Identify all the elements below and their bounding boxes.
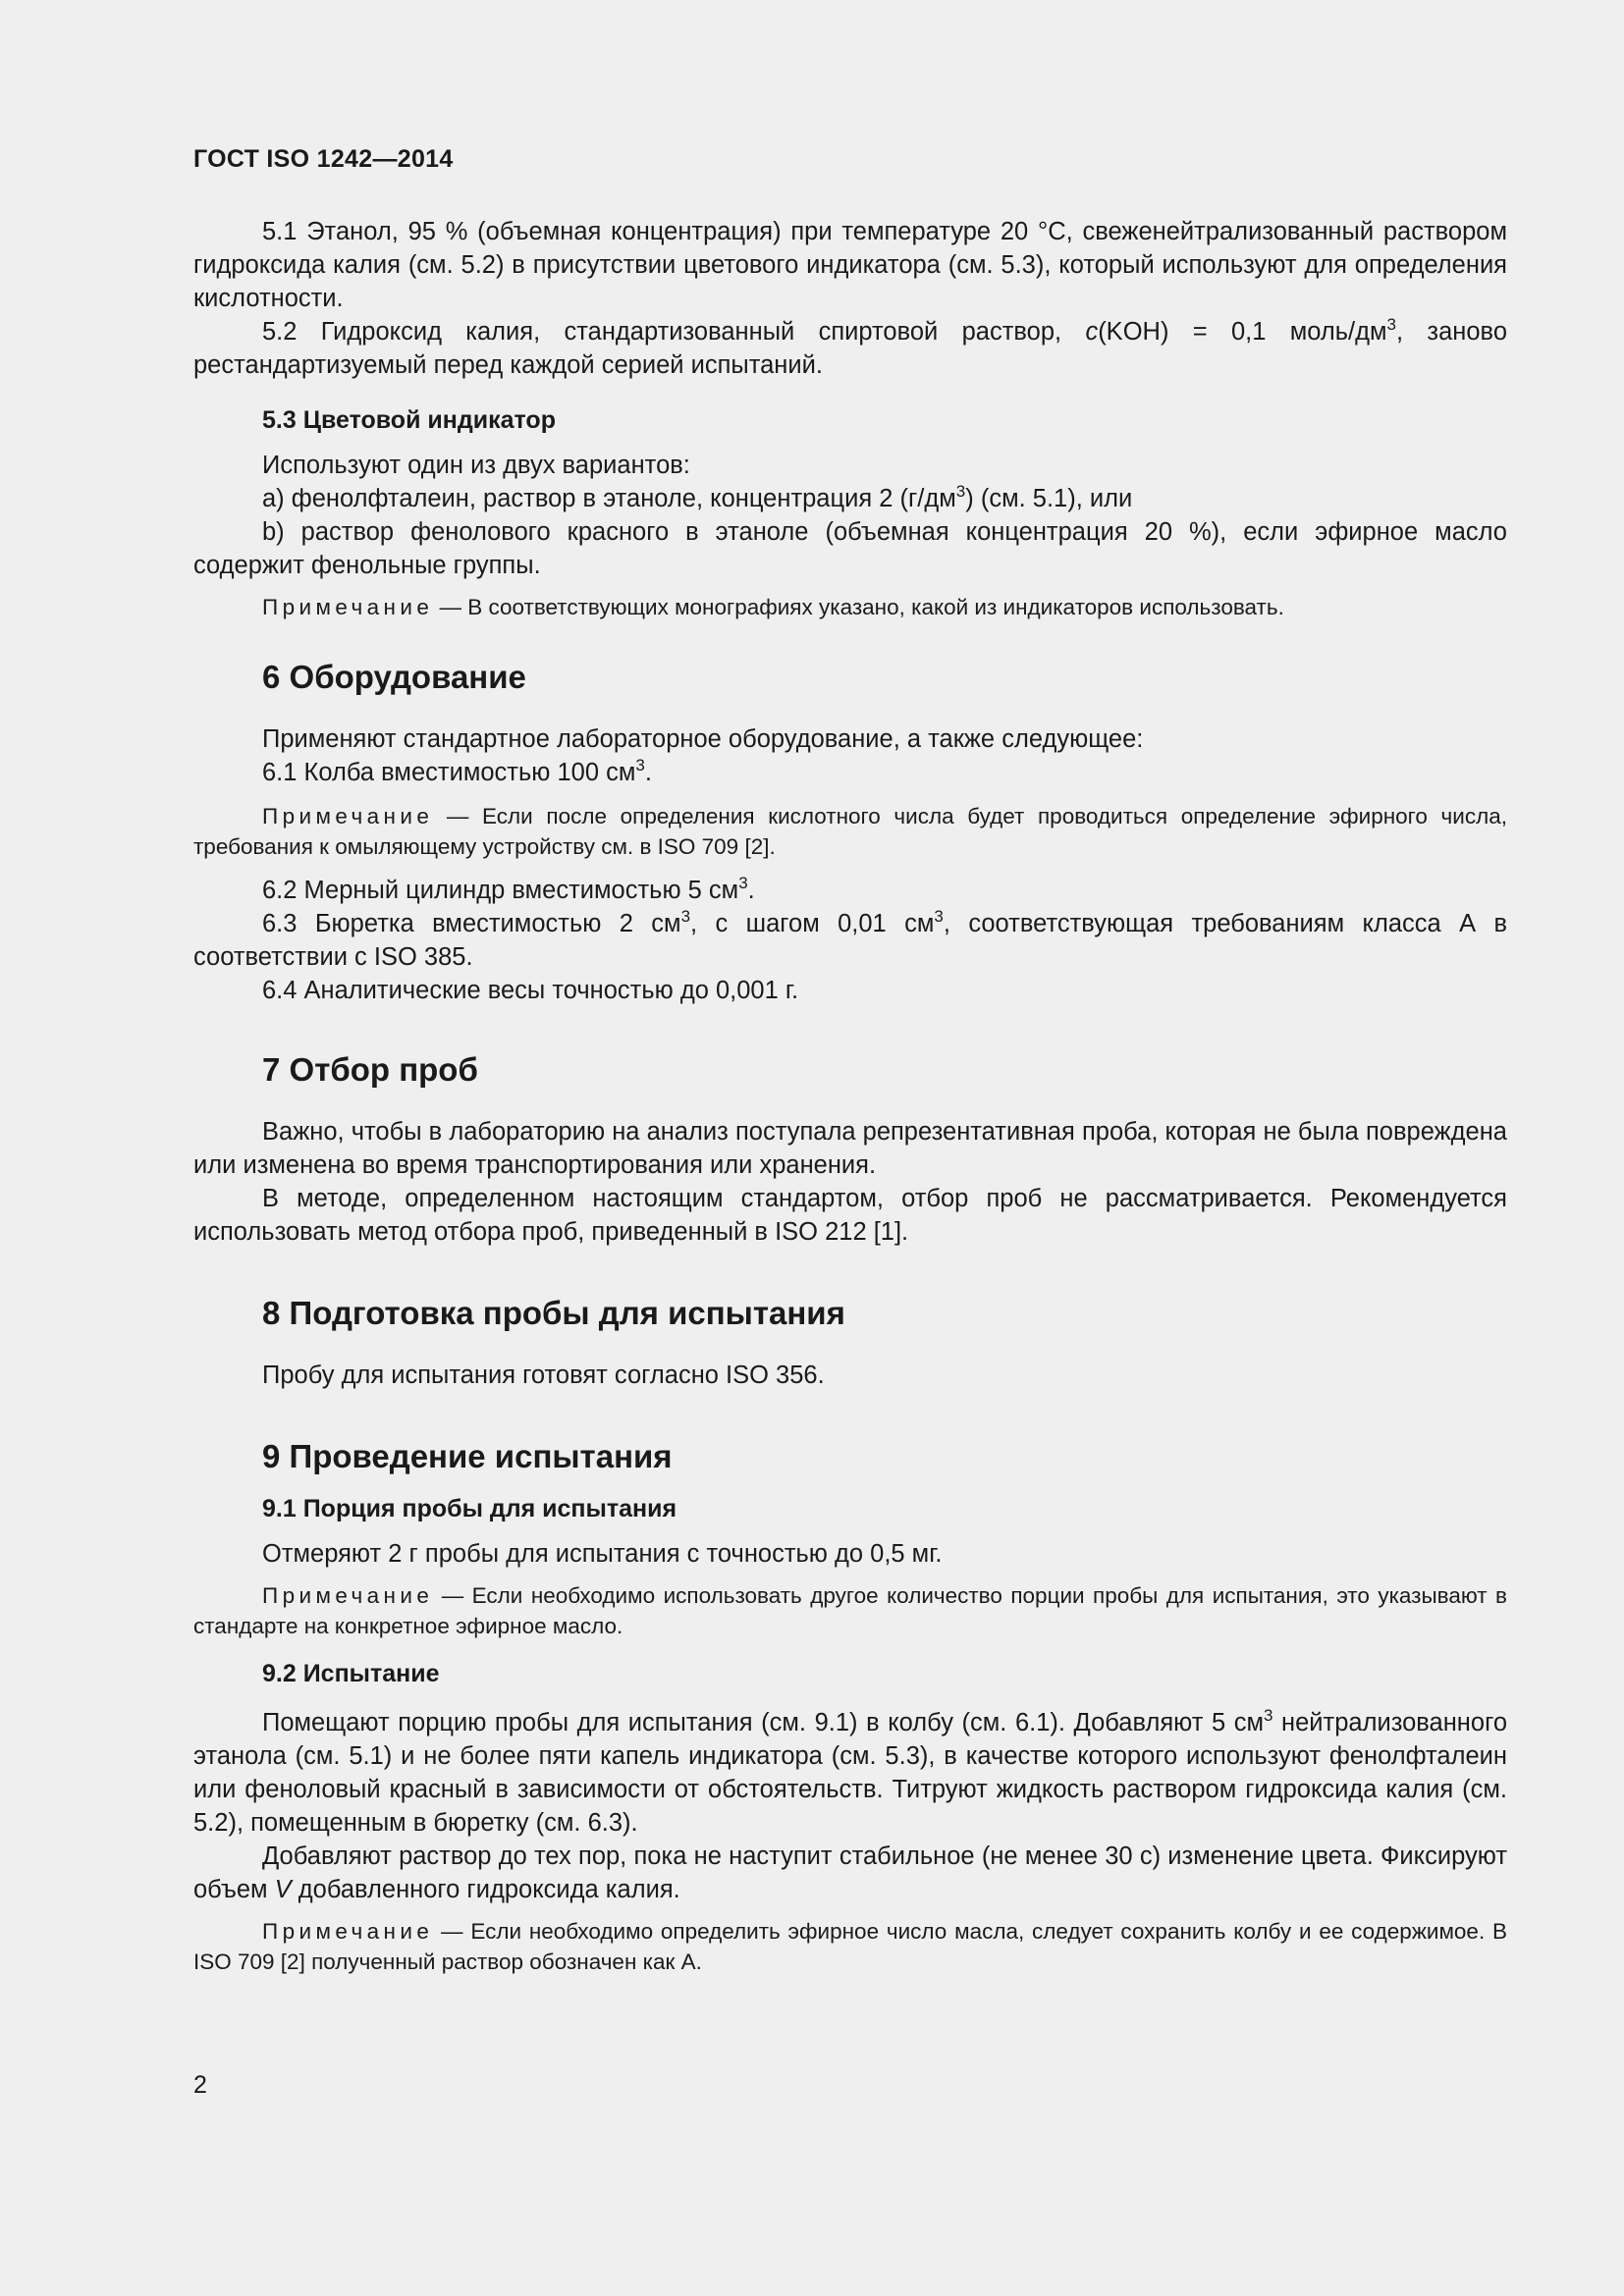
note-5-3: Примечание — В соответствующих монографиях указано, какой из индикаторов использовать. bbox=[262, 595, 1284, 619]
paragraph-9-1: Отмеряют 2 г пробы для испытания с точностью до 0,5 мг. bbox=[262, 1540, 943, 1568]
paragraph-8-1: Пробу для испытания готовят согласно ISO 356. bbox=[262, 1362, 825, 1389]
list-item-b: b) раствор фенолового красного в этаноле (объемная концентрация 20 %), если эфирное масло содержит фенольные группы. bbox=[193, 518, 1507, 579]
note-9-2: Примечание — Если необходимо определить эфирное число масла, следует сохранить колбу и ее содержимое. В ISO 709 [2] полученный раствор обозначен как А. bbox=[193, 1919, 1507, 1974]
paragraph-6-4: 6.4 Аналитические весы точностью до 0,001 г. bbox=[262, 977, 799, 1004]
page-number: 2 bbox=[193, 2071, 207, 2099]
heading-7: 7 Отбор проб bbox=[262, 1051, 478, 1088]
heading-9-2: 9.2 Испытание bbox=[262, 1660, 440, 1687]
heading-5-3: 5.3 Цветовой индикатор bbox=[262, 406, 556, 434]
paragraph-6-1: 6.1 Колба вместимостью 100 $см^3$. bbox=[262, 756, 652, 786]
heading-8: 8 Подготовка пробы для испытания bbox=[262, 1295, 845, 1331]
paragraph-6-3: 6.3 Бюретка вместимостью 2 $см^3$, с шагом 0,01 $см^3$, соответствующая требованиям класса А в соответствии с ISO 385. bbox=[193, 907, 1508, 971]
paragraph-5-1: 5.1 Этанол, 95 % (объемная концентрация) при температуре 20 °С, свеженейтрализованный раствором гидроксида калия (см. 5.2) в присутствии цветового индикатора (см. 5.3), который используют для определения кислотности. bbox=[193, 218, 1507, 312]
paragraph-9-2-2: Добавляют раствор до тех пор, пока не наступит стабильное (не менее 30 с) изменение цвета. Фиксируют объем V добавленного гидроксида калия. bbox=[193, 1842, 1507, 1903]
paragraph-9-2-1: Помещают порцию пробы для испытания (см. 9.1) в колбу (см. 6.1). Добавляют 5 $см^3$ нейтрализованного этанола (см. 5.1) и не более пяти капель индикатора (см. 5.3), в качестве которого используют фенолфталеин или феноловый красный в зависимости от обстоятельств. Титруют жидкость раствором гидроксида калия (см. 5.2), помещенным в бюретку (см. 6.3). bbox=[193, 1706, 1507, 1837]
note-9-1: Примечание — Если необходимо использовать другое количество порции пробы для испытания, это указывают в стандарте на конкретное эфирное масло. bbox=[193, 1583, 1507, 1638]
paragraph-7-2: В методе, определенном настоящим стандартом, отбор проб не рассматривается. Рекомендуется использовать метод отбора проб, приведенный в ISO 212 [1]. bbox=[193, 1185, 1507, 1246]
document-id: ГОСТ ISO 1242—2014 bbox=[193, 145, 454, 173]
document-page bbox=[193, 145, 1507, 1977]
paragraph-5-3-intro: Используют один из двух вариантов: bbox=[262, 452, 690, 479]
paragraph-6-intro: Применяют стандартное лабораторное оборудование, а также следующее: bbox=[262, 725, 1144, 753]
heading-9-1: 9.1 Порция пробы для испытания bbox=[262, 1495, 677, 1522]
note-6: Примечание — Если после определения кислотного числа будет проводиться определение эфирного числа, требования к омыляющему устройству см. в ISO 709 [2]. bbox=[193, 804, 1507, 859]
paragraph-5-2: 5.2 Гидроксид калия, стандартизованный спиртовой раствор, c(KOH) = 0,1 моль/$дм^3$, заново рестандартизуемый перед каждой серией испытаний. bbox=[193, 315, 1507, 379]
paragraph-7-1: Важно, чтобы в лабораторию на анализ поступала репрезентативная проба, которая не была повреждена или изменена во время транспортирования или хранения. bbox=[193, 1118, 1507, 1179]
list-item-a: a) фенолфталеин, раствор в этаноле, концентрация 2 $(г/дм^3)$ (см. 5.1), или bbox=[262, 482, 1133, 512]
paragraph-6-2: 6.2 Мерный цилиндр вместимостью 5 $см^3$. bbox=[262, 874, 755, 904]
heading-9: 9 Проведение испытания bbox=[262, 1438, 673, 1474]
heading-6: 6 Оборудование bbox=[262, 659, 526, 695]
